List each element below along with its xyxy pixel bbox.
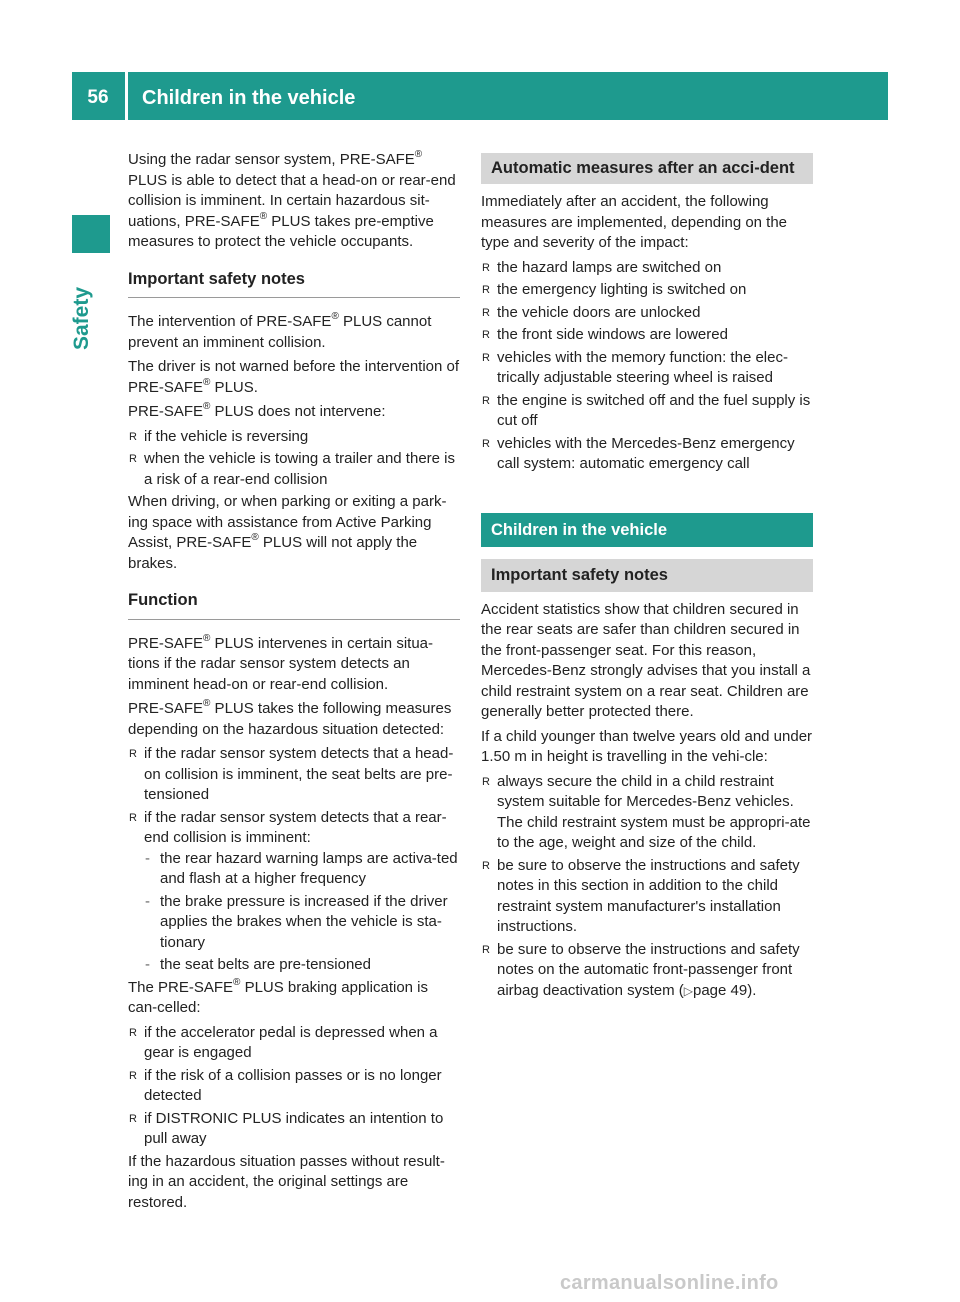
list-item: R if the radar sensor system detects that a head-on collision is imminent, the seat belts are pre-tensioned	[129, 745, 454, 803]
bullet-icon: R	[129, 1026, 137, 1039]
watermark: carmanualsonline.info	[560, 1272, 779, 1294]
paragraph: Accident statistics show that children secured in the rear seats are safer than children secured in the front-passenger seat. For this reason, Mercedes-Benz strongly advises that you install a child restraint system on a rear seat. Children are generally better protected there.	[481, 600, 811, 720]
heading-automatic-measures: Automatic measures after an acci-dent	[481, 153, 813, 184]
heading-important-safety-notes-2: Important safety notes	[481, 559, 813, 592]
bullet-list	[128, 1023, 460, 1150]
section-marker	[72, 215, 110, 253]
list-item: R if the radar sensor system detects that a rear-end collision is imminent: - the rear hazard warning lamps are activa-ted and flash at a higher frequency - the brake pressure is increased if the driver applies the brakes when the vehicle is sta-tionary - the seat belts are pre-tensioned	[128, 808, 460, 976]
paragraph: If a child younger than twelve years old and under 1.50 m in height is travelling in the vehi-cle:	[481, 727, 813, 765]
bullet-list	[481, 772, 813, 1002]
list-item: R vehicles with the memory function: the elec-trically adjustable steering wheel is raised	[482, 348, 788, 386]
page-reference-arrow-icon: ▷	[683, 983, 693, 998]
list-item: R the front side windows are lowered	[481, 325, 813, 346]
paragraph: PRE-SAFE® PLUS intervenes in certain situa-tions if the radar sensor system detects an imminent head-on or rear-end collision.	[128, 632, 433, 693]
bullet-icon: R	[482, 943, 490, 956]
bullet-icon: R	[129, 430, 137, 443]
list-item: R if the vehicle is reversing	[128, 427, 460, 448]
paragraph: Immediately after an accident, the following measures are implemented, depending on the type and severity of the impact:	[481, 193, 788, 251]
list-item: R vehicles with the Mercedes-Benz emergency call system: automatic emergency call	[482, 434, 795, 472]
paragraph: PRE-SAFE® PLUS does not intervene:	[128, 401, 386, 420]
list-item: R the emergency lighting is switched on	[481, 280, 813, 301]
bullet-icon: R	[129, 453, 137, 465]
list-item: R be sure to observe the instructions and safety notes in this section in addition to the child restraint system manufacturer's installation instructions.	[482, 856, 800, 935]
bullet-icon: R	[129, 811, 137, 824]
list-item: R the engine is switched off and the fuel supply is cut off	[482, 391, 811, 429]
bullet-icon: R	[482, 775, 490, 788]
section-label: Safety	[70, 286, 93, 350]
bullet-icon: R	[482, 394, 490, 407]
bullet-icon: R	[129, 1112, 137, 1125]
bullet-icon: R	[482, 437, 490, 450]
page-title: Children in the vehicle	[142, 87, 356, 109]
bullet-icon: R	[482, 306, 490, 319]
paragraph: The driver is not warned before the intervention of PRE-SAFE® PLUS.	[128, 358, 460, 396]
bullet-list	[481, 258, 813, 475]
list-item: R always secure the child in a child restraint system suitable for Mercedes-Benz vehicles. The child restraint system must be appropri-ate to the age, weight and size of the child.	[482, 772, 811, 851]
right-column	[481, 153, 813, 1003]
list-item: R the vehicle doors are unlocked	[481, 303, 813, 324]
header-divider	[125, 72, 128, 120]
heading-function: Function	[128, 590, 460, 620]
dash-item: - the seat belts are pre-tensioned	[145, 956, 371, 973]
bullet-icon: R	[482, 284, 490, 296]
intro-paragraph: Using the radar sensor system, PRE-SAFE® PLUS is able to detect that a head-on or rear-end collision is imminent. In certain hazardous sit-uations, PRE-SAFE® PLUS takes pre-emptive measures to protect the vehicle occupants.	[128, 149, 456, 250]
bullet-icon: R	[129, 1069, 137, 1082]
list-item: R be sure to observe the instructions and safety notes on the automatic front-passenger front airbag deactivation system (▷page 49).	[482, 940, 800, 999]
page-reference-link[interactable]: page 49).	[693, 981, 757, 999]
paragraph: When driving, or when parking or exiting a park-ing space with assistance from Active Parking Assist, PRE-SAFE® PLUS will not apply the brakes.	[128, 493, 447, 572]
list-item: R when the vehicle is towing a trailer and there is a risk of a rear-end collision	[129, 450, 456, 488]
list-item: R if the accelerator pedal is depressed when a gear is engaged	[129, 1023, 438, 1061]
dash-list	[144, 849, 460, 976]
bullet-icon: R	[482, 329, 490, 341]
dash-item: - the rear hazard warning lamps are activa-ted and flash at a higher frequency	[145, 849, 458, 887]
paragraph: The PRE-SAFE® PLUS braking application is can-celled:	[128, 976, 429, 1016]
heading-important-safety-notes: Important safety notes	[128, 269, 460, 299]
page-number: 56	[87, 87, 109, 108]
list-item: R the hazard lamps are switched on	[481, 258, 813, 279]
left-column	[128, 150, 460, 1217]
bullet-icon: R	[482, 859, 490, 872]
list-item: R if DISTRONIC PLUS indicates an intention to pull away	[129, 1109, 444, 1147]
list-item: R if the risk of a collision passes or is no longer detected	[129, 1066, 442, 1104]
paragraph: PRE-SAFE® PLUS takes the following measures depending on the hazardous situation detected:	[128, 698, 452, 738]
bullet-icon: R	[129, 748, 137, 760]
heading-children-in-vehicle: Children in the vehicle	[481, 513, 813, 548]
paragraph: If the hazardous situation passes without result-ing in an accident, the original settings are restored.	[128, 1152, 445, 1211]
bullet-icon: R	[482, 351, 490, 364]
bullet-list	[128, 427, 460, 491]
bullet-icon: R	[482, 261, 490, 274]
bullet-list	[128, 744, 460, 976]
paragraph: The intervention of PRE-SAFE® PLUS cannot prevent an imminent collision.	[128, 311, 432, 351]
dash-item: - the brake pressure is increased if the driver applies the brakes when the vehicle is sta-tionary	[145, 892, 448, 951]
